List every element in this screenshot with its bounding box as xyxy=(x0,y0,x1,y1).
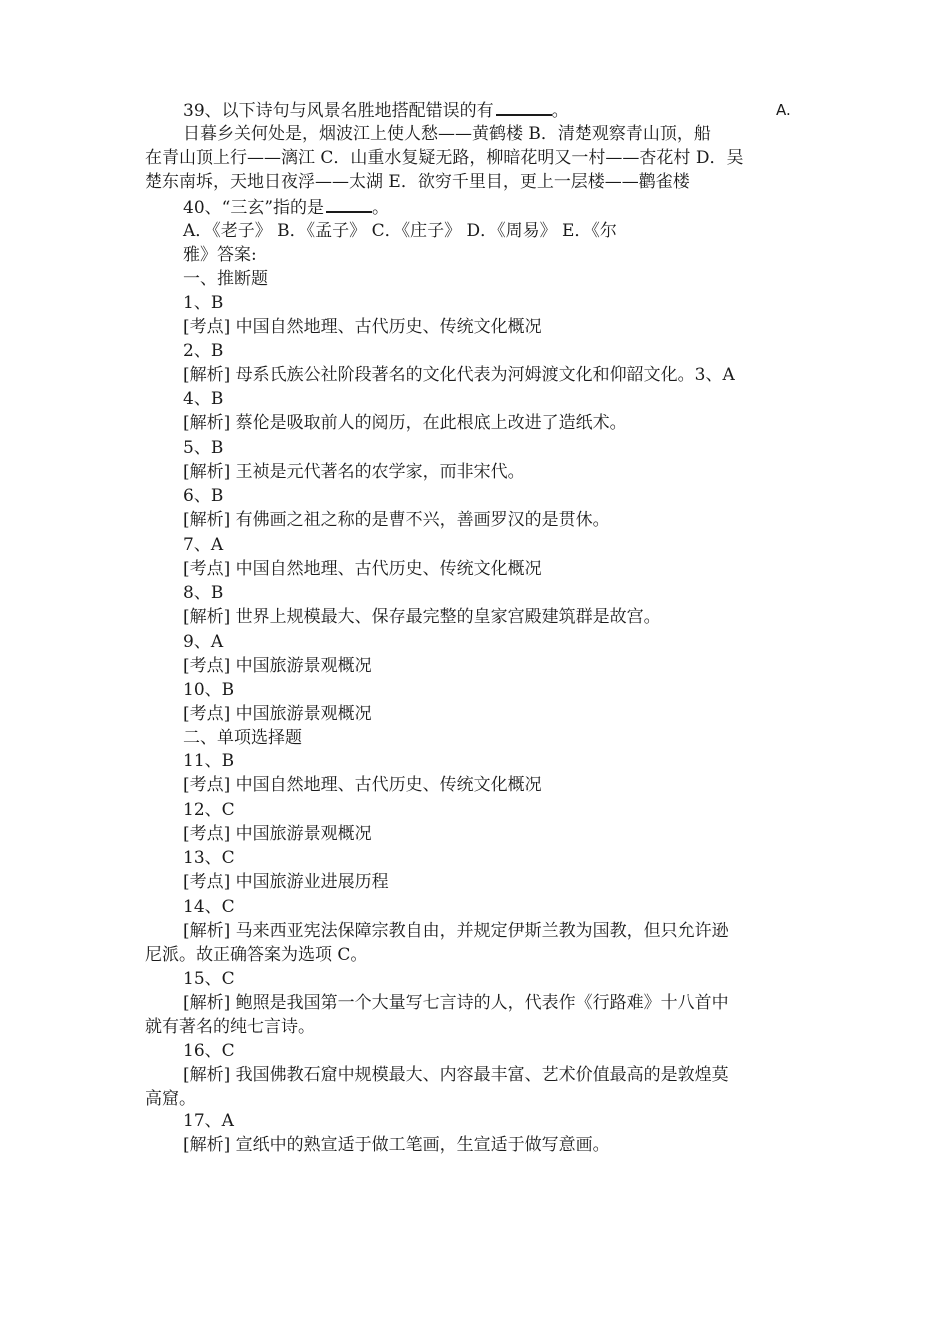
answer-item: 4、B xyxy=(183,389,224,409)
answer-note: [解析] 王祯是元代著名的农学家，而非宋代。 xyxy=(183,462,525,482)
q39-stem-line xyxy=(183,98,569,123)
q40-stem-end: 。 xyxy=(372,198,390,218)
answer-item: 6、B xyxy=(183,486,224,506)
section-heading-judgement: 一、推断题 xyxy=(183,269,268,289)
q39-stem-end: 。 xyxy=(551,101,569,121)
answer-note: [考点] 中国旅游景观概况 xyxy=(183,704,372,724)
answer-item: 15、C xyxy=(183,969,235,989)
answer-note: [考点] 中国旅游景观概况 xyxy=(183,824,372,844)
answer-item: 9、A xyxy=(183,632,224,652)
q39-line-4: 楚东南坼，天地日夜浮——太湖 E．欲穷千里目，更上一层楼——鹳雀楼 xyxy=(145,172,690,192)
answer-note: [考点] 中国自然地理、古代历史、传统文化概况 xyxy=(183,775,542,795)
q39-line-2: 日暮乡关何处是，烟波江上使人愁——黄鹤楼 B．清楚观察青山顶，船 xyxy=(183,124,711,144)
answer-note: [解析] 有佛画之祖之称的是曹不兴，善画罗汉的是贯休。 xyxy=(183,510,610,530)
answer-item: 17、A xyxy=(183,1111,234,1131)
answer-item: 14、C xyxy=(183,897,235,917)
answer-item: 8、B xyxy=(183,583,224,603)
answer-item: 2、B xyxy=(183,341,224,361)
answer-note: [解析] 马来西亚宪法保障宗教自由，并规定伊斯兰教为国教，但只允许逊 xyxy=(183,921,729,941)
answer-item: 12、C xyxy=(183,800,235,820)
answer-note-continued: 尼派。故正确答案为选项 C。 xyxy=(145,945,368,965)
answer-note: [解析] 宣纸中的熟宣适于做工笔画，生宣适于做写意画。 xyxy=(183,1135,610,1155)
q39-answer-blank xyxy=(496,98,552,116)
q40-answer-blank xyxy=(326,195,372,213)
answer-item: 1、B xyxy=(183,293,224,313)
answer-note: [考点] 中国自然地理、古代历史、传统文化概况 xyxy=(183,317,542,337)
q39-option-a-label: A. xyxy=(776,101,791,119)
answer-note-continued: 就有著名的纯七言诗。 xyxy=(145,1017,315,1037)
q39-line-3: 在青山顶上行——漓江 C．山重水复疑无路，柳暗花明又一村——杏花村 D．吴 xyxy=(145,148,744,168)
answer-item: 5、B xyxy=(183,438,224,458)
answer-note-continued: 高窟。 xyxy=(145,1089,196,1109)
answer-item: 13、C xyxy=(183,848,235,868)
answer-note: [解析] 母系氏族公社阶段著名的文化代表为河姆渡文化和仰韶文化。3、A xyxy=(183,365,735,385)
answer-note: [解析] 鲍照是我国第一个大量写七言诗的人，代表作《行路难》十八首中 xyxy=(183,993,729,1013)
section-heading-single-choice: 二、单项选择题 xyxy=(183,728,302,748)
answer-item: 11、B xyxy=(183,751,235,771)
answer-note: [解析] 我国佛教石窟中规模最大、内容最丰富、艺术价值最高的是敦煌莫 xyxy=(183,1065,729,1085)
answer-note: [解析] 世界上规模最大、保存最完整的皇家宫殿建筑群是故宫。 xyxy=(183,607,661,627)
answer-note: [考点] 中国自然地理、古代历史、传统文化概况 xyxy=(183,559,542,579)
answer-item: 16、C xyxy=(183,1041,235,1061)
answer-note: [考点] 中国旅游业进展历程 xyxy=(183,872,389,892)
answer-item: 10、B xyxy=(183,680,235,700)
answer-note: [解析] 蔡伦是吸取前人的阅历，在此根底上改进了造纸术。 xyxy=(183,413,627,433)
q40-options-tail: 雅》答案: xyxy=(183,245,257,265)
q40-stem-line xyxy=(183,195,389,220)
answer-note: [考点] 中国旅游景观概况 xyxy=(183,656,372,676)
q39-number: 39、 xyxy=(183,101,222,121)
q40-options: A．《老子》 B．《孟子》 C．《庄子》 D．《周易》 E．《尔 xyxy=(183,221,617,241)
q39-stem: 以下诗句与风景名胜地搭配错误的有 xyxy=(221,101,494,121)
q40-stem: 40、“三玄”指的是 xyxy=(183,198,325,218)
answer-item: 7、A xyxy=(183,535,224,555)
